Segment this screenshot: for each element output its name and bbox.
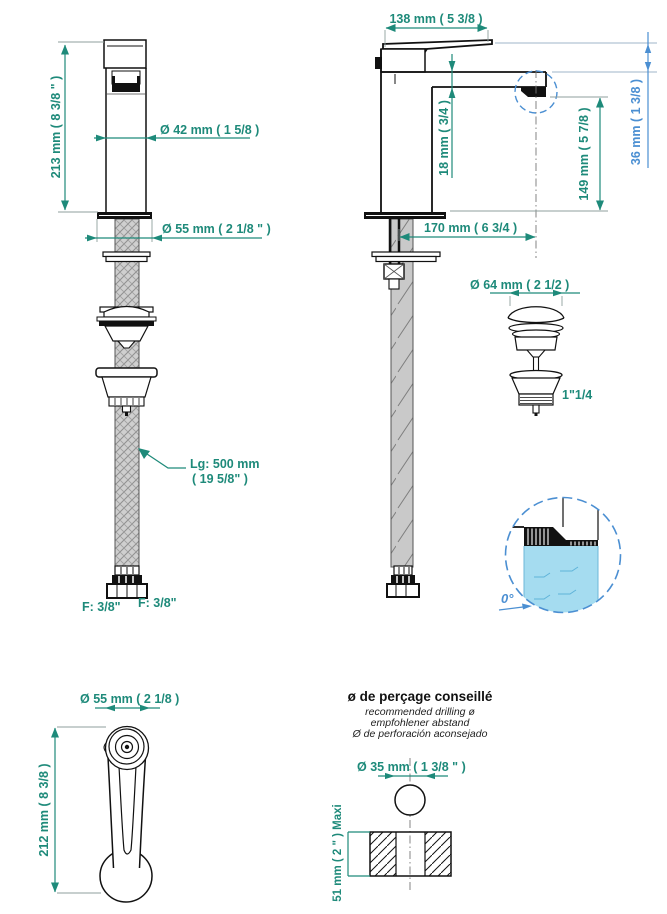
dim-spout-thickness: 18 mm ( 3/4 ) — [437, 100, 451, 176]
aerator-side — [521, 87, 546, 97]
dim-hose-length: Lg: 500 mm — [190, 457, 260, 471]
spout-slot — [112, 83, 140, 92]
hose-connector-front — [107, 566, 147, 598]
dim-body-diameter: Ø 42 mm ( 1 5/8 ) — [160, 123, 260, 137]
dim-max-thickness: 51 mm ( 2 " ) Maxi — [332, 804, 344, 902]
dim-head-diameter: Ø 55 mm ( 2 1/8 ) — [80, 692, 180, 706]
label-spray-angle: 0° — [501, 591, 514, 606]
dim-spout-reach: 170 mm ( 6 3/4 ) — [424, 221, 518, 235]
dim-spout-height: 149 mm ( 5 7/8 ) — [577, 107, 591, 201]
counter-section-left — [370, 832, 396, 876]
label-fitting-right: F: 3/8" — [138, 596, 177, 610]
dim-handle-rise: 36 mm ( 1 3/8 ) — [629, 78, 643, 166]
dim-top-height: 212 mm ( 8 3/8 ) — [37, 763, 51, 857]
lever-handle — [383, 40, 492, 49]
water-stream — [524, 546, 598, 616]
dim-hole-diameter: Ø 35 mm ( 1 3/8 " ) — [357, 760, 466, 774]
dim-drain-thread: 1"1/4 — [562, 388, 593, 402]
drilling-subtitle-en: recommended drilling ø — [365, 706, 475, 718]
drilling-title: ø de perçage conseillé — [347, 689, 493, 704]
spray-detail-figure — [499, 496, 622, 616]
front-view-figure — [49, 40, 271, 614]
dim-spout-width: 138 mm ( 5 3/8 ) — [389, 12, 483, 26]
dim-base-diameter: Ø 55 mm ( 2 1/8 " ) — [162, 222, 271, 236]
top-view-figure — [37, 692, 179, 902]
dim-drain-diameter: Ø 64 mm ( 2 1/2 ) — [470, 278, 570, 292]
aerator-top — [125, 745, 129, 749]
faucet-body-side — [364, 40, 546, 289]
dim-front-height: 213 mm ( 8 3/8 " ) — [49, 75, 63, 179]
counter-section-right — [425, 832, 451, 876]
label-fitting-left: F: 3/8" — [82, 600, 121, 614]
hose-connector-side — [387, 566, 419, 597]
drilling-subtitle-es: Ø de perforación aconsejado — [352, 728, 488, 740]
drilling-subtitle-de: empfohlener abstand — [370, 717, 470, 729]
drilling-dimensions — [332, 760, 466, 902]
side-view-figure — [364, 12, 657, 597]
drain-figure — [470, 278, 592, 416]
dim-hose-length-inches: ( 19 5/8" ) — [192, 472, 248, 486]
drill-hole — [395, 785, 425, 815]
drilling-figure — [332, 689, 493, 902]
front-view-dimensions — [49, 42, 271, 614]
